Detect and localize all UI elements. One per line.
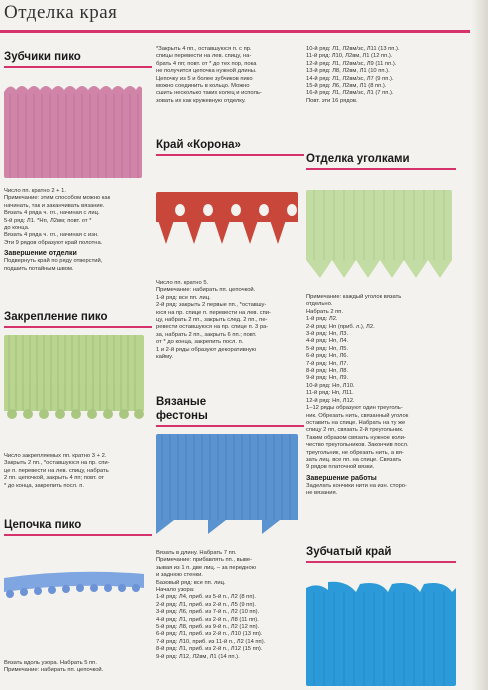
text-line: Повт. эти 16 рядов. — [306, 97, 358, 104]
text-line: Вязать 4 ряда ч. гл., начиная с лиц. — [4, 210, 100, 217]
text-line: Подвернуть край по ряду отверстий, — [4, 258, 103, 265]
text-line: начинать, так и заканчивать вязание. — [4, 202, 105, 209]
text-line: 8-й ряд: Нп, Л8. — [306, 368, 349, 375]
text-line: 14-й ряд: Л1, Л2вм/зс, Л7 (9 пп.). — [306, 75, 394, 82]
text-line: Примечание: набирать пп. цепочкой. — [4, 667, 104, 674]
heading-rule — [4, 534, 152, 536]
text-line: не получится цепочка нужной длины. — [156, 68, 257, 75]
text-line: Примечание: набирать пп. цепочкой. — [156, 287, 256, 294]
picot-instructions — [4, 188, 154, 273]
heading-rule — [156, 154, 304, 156]
text-line: Таким образом связать нужное коли- — [306, 434, 406, 441]
chain-instructions — [4, 660, 154, 675]
text-line: цу, набрать 2 пп., закрыть след. 2 пп., пе- — [156, 317, 268, 324]
text-line: подшить потайным швом. — [4, 265, 74, 272]
photo-toothed-edge — [306, 580, 456, 686]
text-line: 1-й ряд: Л4, приб. из 5-й п., Л2 (8 пп). — [156, 594, 256, 601]
section-heading-chain: Цепочка пико — [4, 519, 82, 531]
heading-rule — [306, 168, 456, 170]
column-1 — [4, 50, 152, 68]
text-line: Набрать 2 пп. — [306, 308, 344, 315]
text-line: * до конца, закрепить посл. п. — [4, 482, 85, 489]
heading-rule — [4, 326, 152, 328]
text-line: 10-й ряд: Л1, Л2вм/зс, Л11 (13 пп.). — [306, 46, 400, 52]
section-fix — [4, 310, 152, 328]
text-line: Число пп. кратно 2 + 1. — [4, 188, 66, 194]
photo-corner-edging — [306, 190, 452, 284]
heading-rule — [306, 561, 456, 563]
festoons-instructions — [156, 550, 306, 661]
text-line: 15-й ряд: Л6, Л2вм, Л1 (8 пп.). — [306, 83, 387, 90]
section-heading-corners: Отделка уголками — [306, 153, 410, 165]
text-line: Цепочку из 5 и более зубчиков пико — [156, 75, 253, 82]
corners-instructions — [306, 294, 466, 498]
section-festoons — [156, 395, 304, 427]
text-line: 5-й ряд: Л1. *Нп, Л2вм; повт. от * — [4, 217, 92, 224]
text-line: оставить на спице. Набрать на ту же — [306, 419, 406, 426]
text-line: зовать их как кружевную отделку. — [156, 97, 246, 104]
text-line: 7-й ряд: Нп, Л7. — [306, 360, 349, 367]
text-line: кайму. — [156, 354, 174, 361]
text-line: не вязания. — [306, 490, 338, 497]
text-line: 13-й ряд: Л8, Л2вм, Л1 (10 пп.). — [306, 68, 390, 75]
text-line: чество треугольников. Закончив посл. — [306, 442, 409, 449]
text-line: 5-й ряд: Л8, приб. из 9-й п., Л2 (12 пп). — [156, 624, 260, 631]
text-line: Число закрепляемых пп. кратно 3 + 2. — [4, 453, 107, 459]
text-line: 16-й ряд: Л1, Л2вм/зс, Л1 (7 пп.). — [306, 90, 394, 97]
section-heading-fix: Закрепление пико — [4, 311, 108, 323]
text-line: брать 4 пп; повт. от * до тех пор, пока — [156, 60, 257, 67]
text-line: юся на пр. спице п. перевести на лев. спи- — [156, 309, 271, 316]
text-line: Число пп. кратно 5. — [156, 280, 209, 286]
text-line: 2 пп. цепочкой, закрыть 4 пп; повт. от — [4, 475, 105, 482]
section-heading-festoons-1: Вязаные — [156, 396, 207, 408]
photo-knitted-festoons — [156, 434, 298, 542]
section-crown — [156, 138, 304, 156]
text-line: 11-й ряд: Нп, Л11. — [306, 390, 354, 397]
text-line: ник. Обрезать нить, связанный уголок — [306, 412, 409, 419]
section-chain — [4, 518, 152, 536]
text-line: 6-й ряд: Нп, Л6. — [306, 353, 349, 360]
section-heading-festoons-2: фестоны — [156, 410, 208, 422]
subheading-finish-work: Завершение работы — [306, 474, 377, 482]
section-heading-teeth: Зубчатый край — [306, 546, 392, 558]
text-line: 12-й ряд: Л1, Л2вм/зс, Л9 (11 пп.). — [306, 60, 397, 67]
text-line: 10-й ряд: Нп, Л10. — [306, 382, 355, 389]
text-line: 7-й ряд: Л10, приб. из 11-й п., Л2 (14 пп). — [156, 638, 266, 645]
section-heading-picot: Зубчики пико — [4, 51, 81, 63]
text-line: Базовый ряд: все пп. лиц. — [156, 579, 226, 586]
text-line: Вязать 4 ряда ч. гл., начиная с изн. — [4, 232, 99, 239]
text-line: ревести оставшуюся на пр. спице п. 3 ра- — [156, 324, 269, 331]
fix-instructions — [4, 453, 154, 490]
text-line: спицы перевести на лев. спицу, на- — [156, 53, 252, 60]
text-line: 4-й ряд: Нп, Л4. — [306, 338, 349, 345]
text-line: Примечание: каждый уголок вязать — [306, 294, 402, 300]
book-spine-shadow — [472, 0, 488, 690]
heading-rule — [156, 425, 304, 427]
text-line: 3-й ряд: Нп, Л3. — [306, 331, 349, 338]
text-line: зывая из 1 п. две лиц. – за передною — [156, 564, 257, 571]
text-line: 1–12 ряды образуют один треуголь- — [306, 405, 403, 412]
text-line: можно соединить в кольцо. Можно — [156, 83, 250, 90]
text-line: 5-й ряд: Нп, Л5. — [306, 345, 349, 352]
page-title: Отделка края — [4, 2, 118, 23]
section-corners — [306, 152, 456, 170]
text-line: Примечание: прибавлять пп., выве- — [156, 557, 253, 564]
text-line: Начало узора: — [156, 587, 195, 594]
text-line: 2-й ряд: Л1, приб. из 2-й п., Л5 (9 пп). — [156, 601, 256, 608]
text-line: треугольник, не обрезать нить, а вя- — [306, 449, 404, 456]
festoons-continued — [306, 46, 466, 105]
title-rule — [0, 30, 470, 33]
text-line: 12-й ряд: Нп, Л12. — [306, 397, 355, 404]
text-line: за, набрать 2 пп., закрыть 6 пп.; повт. — [156, 331, 257, 338]
text-line: 11-й ряд: Л10, Л2вм, Л1 (12 пп.). — [306, 53, 393, 60]
photo-chain-picot — [4, 548, 144, 612]
text-line: 8-й ряд: Л1, приб. из 2-й п., Л12 (15 пп). — [156, 646, 263, 653]
heading-rule — [4, 66, 152, 68]
text-line: 9-й ряд: Л12, Л2вм, Л1 (14 пп.). — [156, 653, 240, 660]
text-line: 2-й ряд: Нп (приб. л.), Л2. — [306, 323, 375, 330]
section-heading-crown: Край «Корона» — [156, 139, 241, 151]
chain-continued-text — [156, 46, 304, 105]
text-line: це п. перевести на лев. спицу, набрать — [4, 467, 109, 474]
photo-fixed-picot — [4, 335, 144, 423]
subheading-finish: Завершение отделки — [4, 250, 77, 258]
text-line: Вязать вдоль узора. Набрать 5 пп. — [4, 660, 97, 666]
photo-crown-edge — [156, 192, 298, 252]
text-line: *Закрыть 4 пп., оставшуюся п. с пр. — [156, 46, 252, 52]
text-line: зать лиц. все пп. на спице. Связать — [306, 456, 402, 463]
text-line: Эти 9 рядов образуют край полотна. — [4, 239, 103, 246]
text-line: Заделать кончики нити на изн. сторо- — [306, 482, 407, 489]
text-line: 1-й ряд: все пп. лиц. — [156, 294, 211, 301]
text-line: Вязать в длину. Набрать 7 пп. — [156, 550, 237, 556]
text-line: 2-й ряд: закрыть 2 первые пп., *оставшу- — [156, 302, 267, 309]
text-line: отдельно. — [306, 301, 333, 308]
text-line: сшить несколько таких колец и исполь- — [156, 90, 262, 97]
text-line: Закрыть 2 пп., *оставшуюся на пр. спи- — [4, 460, 110, 467]
text-line: и заднюю стенки. — [156, 572, 203, 579]
section-teeth — [306, 545, 456, 563]
text-line: 3-й ряд: Л6, приб. из 7-й п., Л2 (10 пп). — [156, 609, 260, 616]
text-line: 4-й ряд: Л1, приб. из 2-й п., Л8 (11 пп). — [156, 616, 259, 623]
crown-instructions — [156, 280, 306, 361]
text-line: 1 и 2-й ряды образуют декоративную — [156, 346, 257, 353]
text-line: от * до конца, закрепить посл. п. — [156, 339, 244, 346]
text-line: Примечание: этим способом можно как — [4, 195, 111, 202]
text-line: 6-й ряд: Л1, приб. из 2-й п., Л10 (13 пп). — [156, 631, 263, 638]
text-line: 9 рядов платочной вязки. — [306, 464, 375, 471]
text-line: до конца. — [4, 225, 30, 232]
text-line: 1-й ряд: Л2. — [306, 316, 338, 323]
text-line: спицу 2 пп, связать 2-й треугольник. — [306, 427, 404, 434]
text-line: 9-й ряд: Нп, Л9. — [306, 375, 349, 382]
photo-picot-edge — [4, 78, 142, 178]
